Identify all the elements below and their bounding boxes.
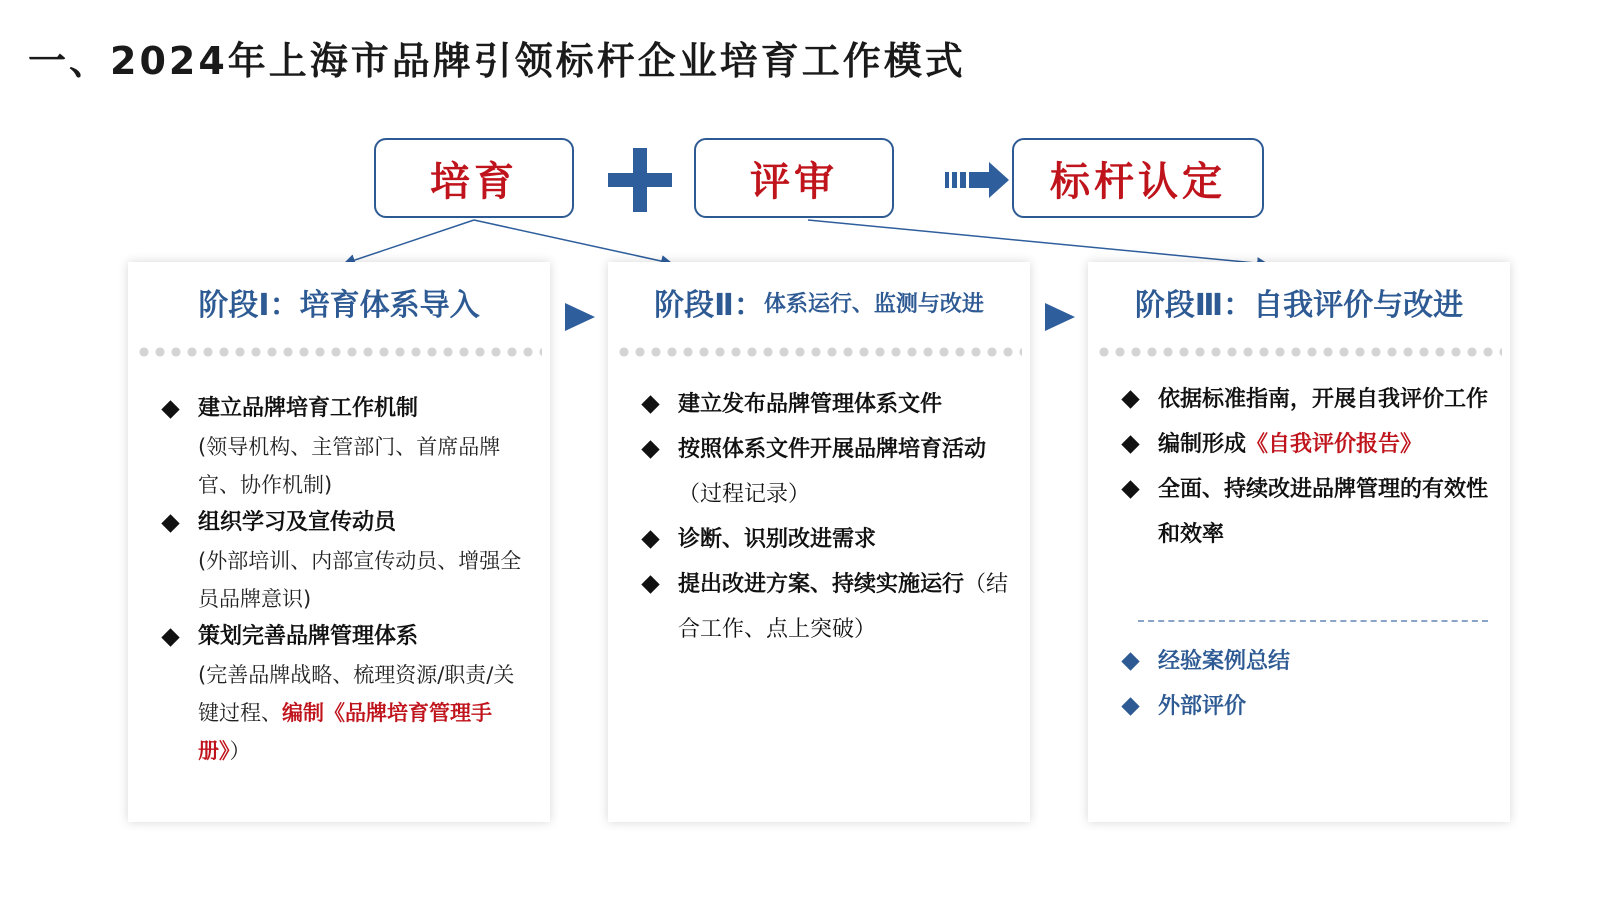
- connector-lines: [0, 0, 1600, 280]
- diamond-bullet-icon: [161, 514, 179, 532]
- dotted-divider: [616, 344, 1022, 360]
- flow-box-cultivation: 培育: [374, 138, 574, 218]
- stage-card-3: [1088, 262, 1510, 822]
- detail-text: (完善品牌战略、梳理资源/职责/关键过程、编制《品牌培育管理手册》）: [198, 663, 515, 763]
- stage-arrow-icon: [565, 303, 595, 331]
- dotted-divider: [1096, 344, 1502, 360]
- scalloped-edge: [608, 814, 1030, 830]
- stage-arrow-icon: [1045, 303, 1075, 331]
- dashed-divider: [1138, 620, 1488, 622]
- list-item: 诊断、识别改进需求: [636, 517, 1010, 562]
- scalloped-edge: [128, 814, 550, 830]
- stage-3-heading: 阶段Ⅲ：自我评价与改进: [1134, 288, 1464, 323]
- dotted-divider: [136, 344, 542, 360]
- diamond-bullet-icon: [1121, 697, 1139, 715]
- diamond-bullet-icon: [1121, 435, 1139, 453]
- list-item: 外部评价: [1116, 684, 1490, 729]
- list-item: 编制形成《自我评价报告》: [1116, 422, 1490, 467]
- diamond-bullet-icon: [641, 530, 659, 548]
- stage-1-list: [156, 390, 530, 770]
- diamond-bullet-icon: [1121, 480, 1139, 498]
- flow-box-review: 评审: [694, 138, 894, 218]
- list-item: 依据标准指南，开展自我评价工作: [1116, 377, 1490, 422]
- diamond-bullet-icon: [1121, 390, 1139, 408]
- flow-box-benchmark: 标杆认定: [1012, 138, 1264, 218]
- diamond-bullet-icon: [161, 400, 179, 418]
- list-item: 经验案例总结: [1116, 639, 1490, 684]
- stage-card-2: [608, 262, 1030, 822]
- stage-1-heading: 阶段Ⅰ：培育体系导入: [198, 288, 480, 323]
- stage-3-list: [1116, 377, 1490, 557]
- list-item: 建立品牌培育工作机制 (领导机构、主管部门、首席品牌官、协作机制): [156, 390, 530, 504]
- list-item: 策划完善品牌管理体系 (完善品牌战略、梳理资源/职责/关键过程、编制《品牌培育管理手册》）: [156, 618, 530, 770]
- list-item: 按照体系文件开展品牌培育活动（过程记录）: [636, 427, 1010, 517]
- diamond-bullet-icon: [161, 628, 179, 646]
- scalloped-edge: [1088, 814, 1510, 830]
- stage-2-heading: 阶段Ⅱ： 体系运行、监测与改进: [654, 288, 984, 323]
- list-item: 提出改进方案、持续实施运行（结合工作、点上突破）: [636, 562, 1010, 652]
- diamond-bullet-icon: [641, 395, 659, 413]
- list-item: 全面、持续改进品牌管理的有效性和效率: [1116, 467, 1490, 557]
- diamond-bullet-icon: [641, 575, 659, 593]
- stage-card-1: [128, 262, 550, 822]
- stage-3-extra-list: [1116, 639, 1490, 729]
- stage-2-list: [636, 382, 1010, 652]
- page-title: 一、2024年上海市品牌引领标杆企业培育工作模式: [28, 39, 966, 83]
- list-item: 组织学习及宣传动员 (外部培训、内部宣传动员、增强全员品牌意识): [156, 504, 530, 618]
- list-item: 建立发布品牌管理体系文件: [636, 382, 1010, 427]
- diamond-bullet-icon: [1121, 652, 1139, 670]
- diamond-bullet-icon: [641, 440, 659, 458]
